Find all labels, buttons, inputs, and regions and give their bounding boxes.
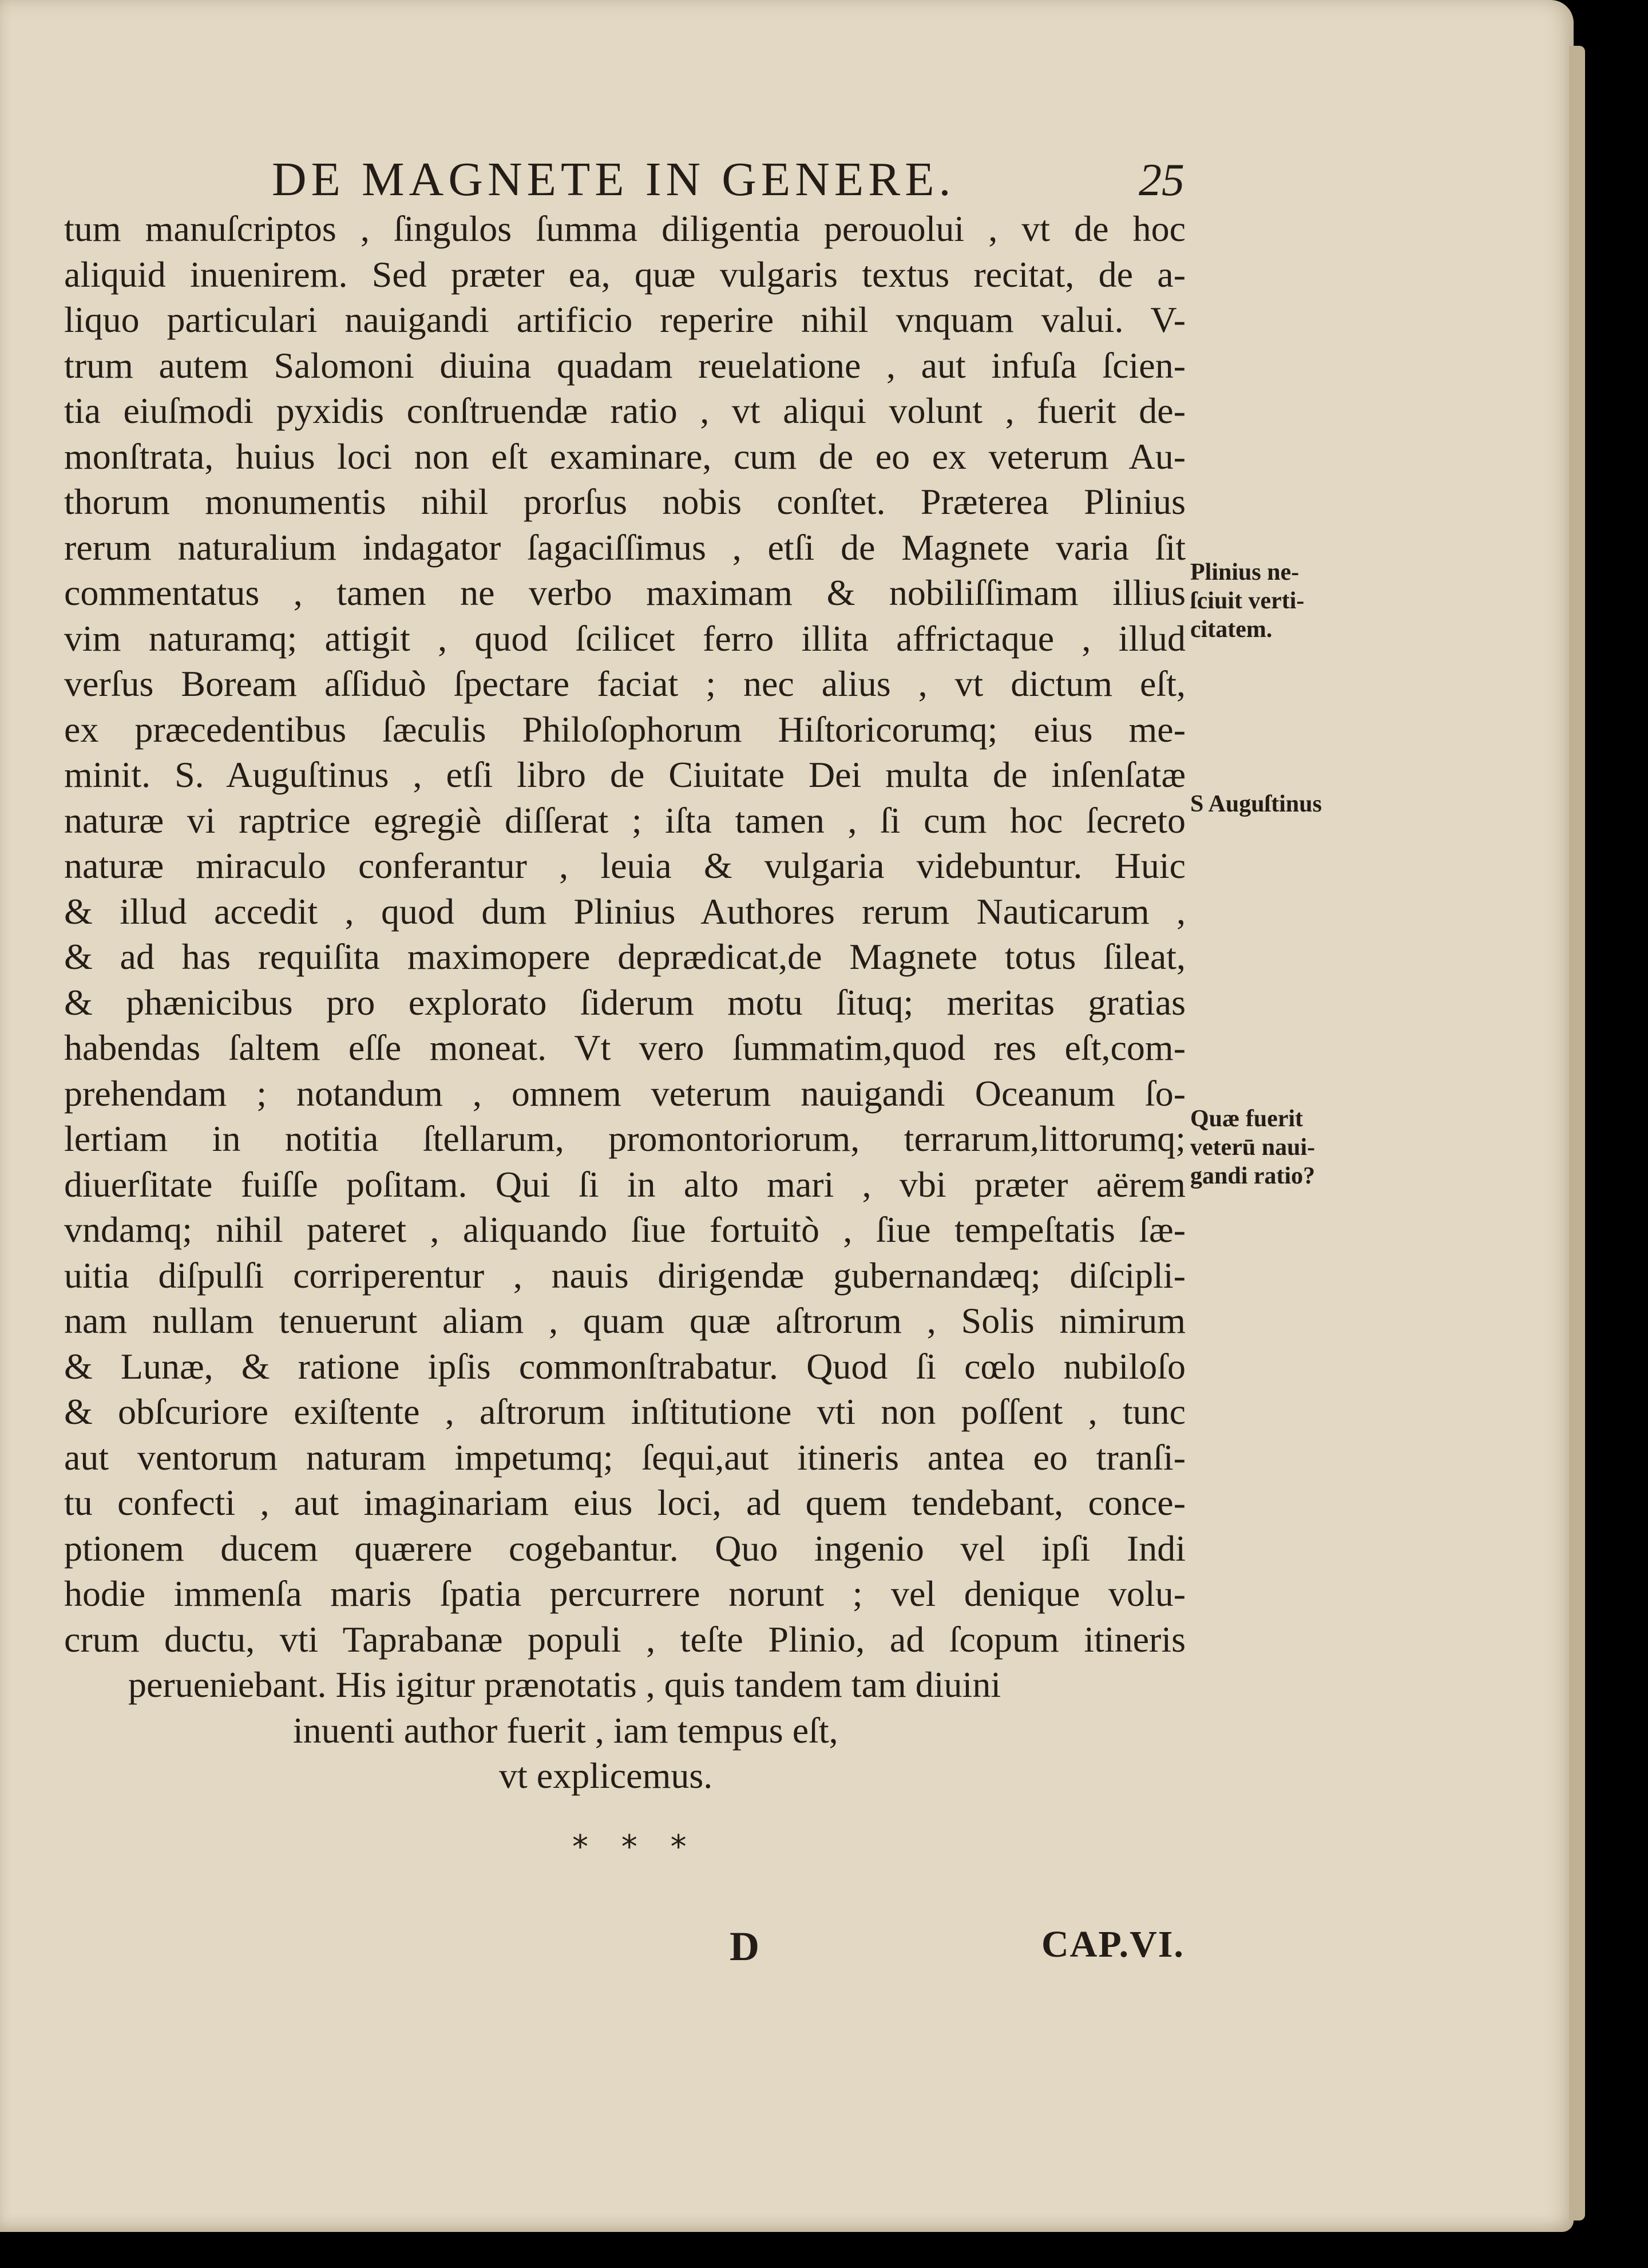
text-line: prehendam ; notandum , omnem veterum nauigandi Oceanum ſo- <box>64 1072 1186 1114</box>
text-line: nam nullam tenuerunt aliam , quam quæ aſtrorum , Solis nimirum <box>64 1300 1186 1341</box>
text-line: trum autem Salomoni diuina quadam reuelatione , aut infuſa ſcien- <box>64 345 1186 386</box>
body-text <box>64 206 1186 1799</box>
text-line: liquo particulari nauigandi artificio reperire nihil vnquam valui. V- <box>64 299 1186 340</box>
marginal-note-line: gandi ratio? <box>1190 1163 1316 1189</box>
marginal-note-line: Plinius ne- <box>1190 559 1300 585</box>
text-line: lertiam in notitia ſtellarum, promontoriorum, terrarum,littorumq; <box>64 1118 1186 1159</box>
text-line: rerum naturalium indagator ſagaciſſimus , etſi de Magnete varia ſit <box>64 527 1186 568</box>
marginal-note-line: ſciuit verti- <box>1190 588 1305 614</box>
text-line: & ad has requiſita maximopere deprædicat,de Magnete totus ſileat, <box>64 936 1186 977</box>
asterism-ornament: * * * <box>572 1828 698 1866</box>
text-line: vndamq; nihil pateret , aliquando ſiue fortuitò , ſiue tempeſtatis ſæ- <box>64 1209 1186 1250</box>
marginal-note-line: citatem. <box>1190 616 1273 643</box>
text-line: & phænicibus pro explorato ſiderum motu ſituq; meritas gratias <box>64 981 1186 1023</box>
text-line: habendas ſaltem eſſe moneat. Vt vero ſummatim,quod res eſt,com- <box>64 1027 1186 1068</box>
text-line: ex præcedentibus ſæculis Philoſophorum Hiſtoricorumq; eius me- <box>64 708 1186 750</box>
marginal-note-line: S Auguſtinus <box>1190 791 1322 817</box>
text-line: tum manuſcriptos , ſingulos ſumma diligentia perouolui , vt de hoc <box>64 208 1186 249</box>
text-line: & obſcuriore exiſtente , aſtrorum inſtitutione vti non poſſent , tunc <box>64 1391 1186 1432</box>
text-line: minit. S. Auguſtinus , etſi libro de Ciuitate Dei multa de inſenſatæ <box>64 754 1186 795</box>
text-line: vim naturamq; attigit , quod ſcilicet ferro illita affrictaque , illud <box>64 618 1186 659</box>
page-edge <box>1569 46 1585 2220</box>
text-line: naturæ miraculo conferantur , leuia & vulgaria videbuntur. Huic <box>64 845 1186 886</box>
text-line: & Lunæ, & ratione ipſis commonſtrabatur. Quod ſi cœlo nubiloſo <box>64 1345 1186 1387</box>
text-line: crum ductu, vti Taprabanæ populi , teſte Plinio, ad ſcopum itineris <box>64 1618 1186 1660</box>
text-line: aut ventorum naturam impetumq; ſequi,aut itineris antea eo tranſi- <box>64 1436 1186 1478</box>
marginal-note-navigation <box>1190 1105 1315 1190</box>
text-line: thorum monumentis nihil prorſus nobis conſtet. Præterea Plinius <box>64 481 1186 522</box>
text-line: tia eiuſmodi pyxidis conſtruendæ ratio , vt aliqui volunt , fuerit de- <box>64 390 1186 431</box>
text-line: & illud accedit , quod dum Plinius Authores rerum Nauticarum , <box>64 890 1186 932</box>
text-line: ptionem ducem quærere cogebantur. Quo ingenio vel ipſi Indi <box>64 1527 1186 1569</box>
signature-mark: D <box>730 1923 759 1969</box>
text-line: commentatus , tamen ne verbo maximam & nobiliſſimam illius <box>64 572 1186 613</box>
text-line: naturæ vi raptrice egregiè diſſerat ; iſta tamen , ſi cum hoc ſecreto <box>64 799 1186 841</box>
text-line: hodie immenſa maris ſpatia percurrere norunt ; vel denique volu- <box>64 1573 1186 1614</box>
marginal-note-augustinus <box>1190 790 1322 818</box>
running-head: DE MAGNETE IN GENERE. <box>272 153 956 206</box>
text-line: aliquid inuenirem. Sed præter ea, quæ vulgaris textus recitat, de a- <box>64 254 1186 295</box>
text-line: tu confecti , aut imaginariam eius loci, ad quem tendebant, conce- <box>64 1482 1186 1523</box>
text-line: inuenti author fuerit , iam tempus eſt, <box>293 1709 838 1751</box>
text-line: diuerſitate fuiſſe poſitam. Qui ſi in alto mari , vbi præter aërem <box>64 1163 1186 1205</box>
marginal-note-line: veterū naui- <box>1190 1134 1316 1161</box>
catchword: CAP.VI. <box>1041 1923 1184 1965</box>
text-line: verſus Boream aſſiduò ſpectare faciat ; nec alius , vt dictum eſt, <box>64 663 1186 704</box>
text-line: vt explicemus. <box>499 1755 713 1796</box>
text-line: uitia diſpulſi corriperentur , nauis dirigendæ gubernandæq; diſcipli- <box>64 1254 1186 1296</box>
text-line: monſtrata, huius loci non eſt examinare, cum de eo ex veterum Au- <box>64 436 1186 477</box>
text-line: perueniebant. His igitur prænotatis , quis tandem tam diuini <box>128 1664 1001 1705</box>
page-number: 25 <box>1139 155 1184 205</box>
marginal-note-line: Quæ fuerit <box>1190 1106 1304 1132</box>
marginal-note-plinius <box>1190 558 1304 644</box>
